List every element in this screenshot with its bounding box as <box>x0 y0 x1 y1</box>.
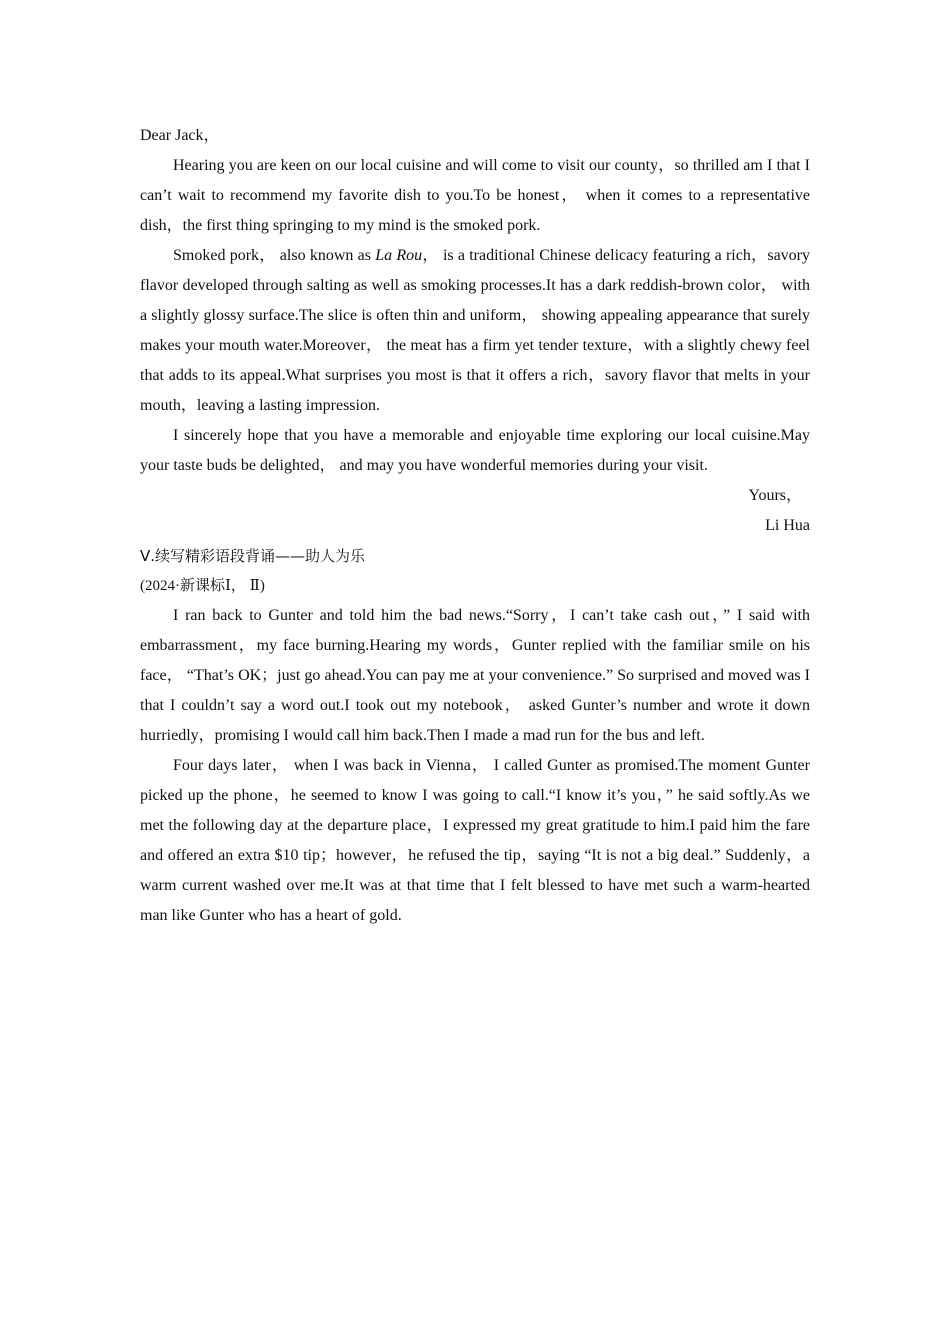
section-title: Ⅴ.续写精彩语段背诵 <box>140 547 276 565</box>
document-page <box>140 121 810 931</box>
section-paragraph: I ran back to Gunter and told him the bad news.“Sorry，I can’t take cash out，” I said with embarrassment，my face burning.Hearing my words，Gunter replied with the familiar smile on his face， “That’s OK；just go ahead.You can pay me at your convenience.” So surprised and moved was I that I couldn’t say a word out.I took out my notebook， asked Gunter’s number and wrote it down hurriedly，promising I would call him back.Then I made a mad run for the bus and left. <box>140 607 810 744</box>
letter-closing: Yours， <box>748 487 802 504</box>
text-span: Smoked pork， also known as <box>173 247 376 264</box>
section-heading <box>140 541 810 571</box>
section-source: (2024·新课标Ⅰ， Ⅱ) <box>140 578 265 594</box>
text-span: ， is a traditional Chinese delicacy featuring a rich，savory flavor developed through salting as well as smoking processes.It has a dark reddish-brown color， with a slightly glossy surface.The slice is often thin and uniform， showing appealing appearance that surely makes your mouth water.Moreover， the meat has a firm yet tender texture，with a slightly chewy feel that adds to its appeal.What surprises you most is that it offers a rich，savory flavor that melts in your mouth，leaving a lasting impression. <box>140 247 811 414</box>
letter-paragraph: Hearing you are keen on our local cuisine and will come to visit our county，so thrilled am I that I can’t wait to recommend my favorite dish to you.To be honest， when it comes to a representative dish，the first thing springing to my mind is the smoked pork. <box>140 157 810 234</box>
letter-paragraph <box>140 241 810 421</box>
section-subtitle: ——助人为乐 <box>275 547 366 565</box>
section-paragraph: Four days later， when I was back in Vienna， I called Gunter as promised.The moment Gunter picked up the phone，he seemed to know I was going to call.“I know it’s you，” he said softly.As we met the following day at the departure place，I expressed my great gratitude to him.I paid him the fare and offered an extra $10 tip；however，he refused the tip，saying “It is not a big deal.” Suddenly，a warm current washed over me.It was at that time that I felt blessed to have met such a warm-hearted man like Gunter who has a heart of gold. <box>140 757 810 924</box>
letter-salutation: Dear Jack， <box>140 127 220 144</box>
letter-signature: Li Hua <box>765 517 810 534</box>
italic-term: La Rou <box>375 247 423 264</box>
letter-paragraph: I sincerely hope that you have a memorable and enjoyable time exploring our local cuisine.May your taste buds be delighted， and may you have wonderful memories during your visit. <box>140 427 810 474</box>
